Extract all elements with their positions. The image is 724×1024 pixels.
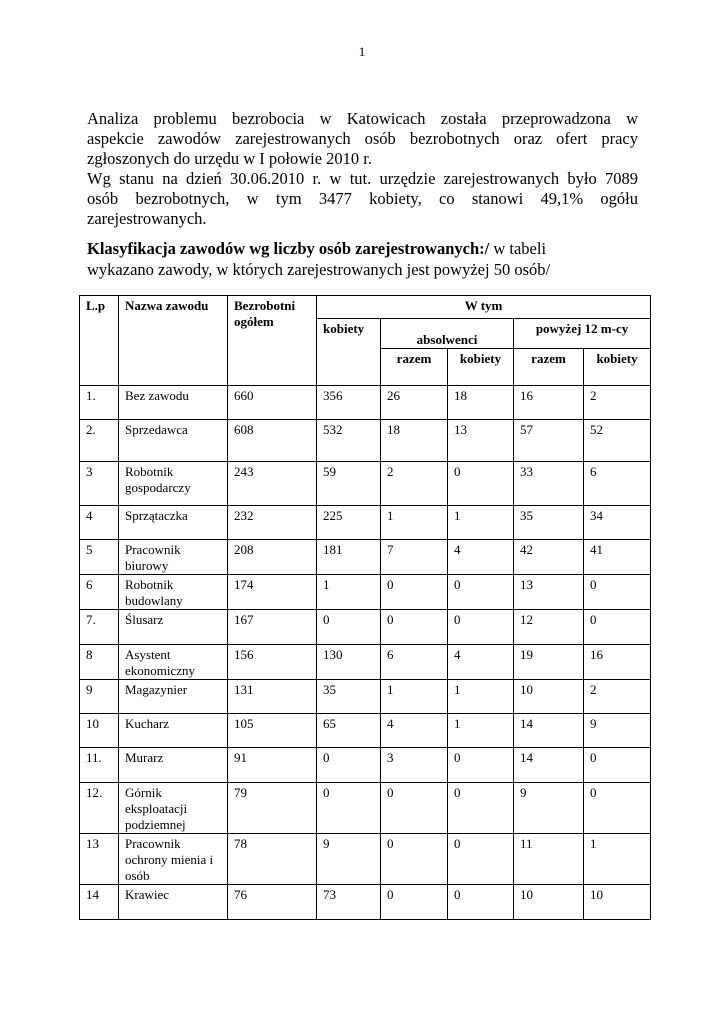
cell-ogolem: 608 [228,420,317,462]
table-row [80,885,651,920]
cell-abs-razem: 0 [381,834,448,885]
cell-zawod: Pracownik biurowy [119,540,228,575]
section-heading [87,238,638,280]
cell-kobiety: 0 [317,748,381,783]
cell-ogolem: 232 [228,506,317,540]
cell-pow-kobiety: 34 [584,506,651,540]
table-row [80,386,651,420]
cell-pow-razem: 12 [514,610,584,645]
table-row [80,834,651,885]
cell-pow-kobiety: 0 [584,575,651,610]
cell-pow-kobiety: 9 [584,714,651,748]
cell-abs-razem: 7 [381,540,448,575]
cell-abs-razem: 0 [381,575,448,610]
cell-zawod: Murarz [119,748,228,783]
cell-pow-razem: 10 [514,885,584,920]
cell-lp: 10 [80,714,119,748]
cell-pow-razem: 10 [514,680,584,714]
cell-kobiety: 0 [317,783,381,834]
cell-abs-kobiety: 4 [448,540,514,575]
cell-kobiety: 356 [317,386,381,420]
cell-lp: 13 [80,834,119,885]
cell-ogolem: 208 [228,540,317,575]
cell-pow-kobiety: 0 [584,783,651,834]
cell-zawod: Bez zawodu [119,386,228,420]
cell-zawod: Asystent ekonomiczny [119,645,228,680]
cell-lp: 12. [80,783,119,834]
cell-lp: 4 [80,506,119,540]
cell-zawod: Pracownik ochrony mienia i osób [119,834,228,885]
header-pow-razem: razem [514,349,584,386]
cell-lp: 7. [80,610,119,645]
cell-abs-kobiety: 0 [448,462,514,506]
table-row [80,714,651,748]
cell-pow-kobiety: 10 [584,885,651,920]
cell-zawod: Górnik eksploatacji podziemnej [119,783,228,834]
cell-pow-razem: 57 [514,420,584,462]
header-abs-razem: razem [381,349,448,386]
cell-zawod: Robotnik gospodarczy [119,462,228,506]
cell-pow-kobiety: 2 [584,680,651,714]
heading-rest: w tabeli [489,239,547,258]
cell-abs-razem: 1 [381,680,448,714]
cell-pow-razem: 16 [514,386,584,420]
table-row [80,420,651,462]
header-abs-kobiety: kobiety [448,349,514,386]
cell-pow-kobiety: 6 [584,462,651,506]
cell-pow-kobiety: 1 [584,834,651,885]
cell-abs-razem: 1 [381,506,448,540]
intro-paragraph-2 [87,169,638,229]
table-row [80,680,651,714]
intro-line: Wg stanu na dzień 30.06.2010 r. w tut. urzędzie zarejestrowanych było 7089 [87,169,638,188]
header-ogolem-line1: Bezrobotni [234,298,296,313]
cell-ogolem: 660 [228,386,317,420]
table-row [80,506,651,540]
cell-abs-kobiety: 18 [448,386,514,420]
heading-line-2: wykazano zawody, w których zarejestrowanych jest powyżej 50 osób/ [87,260,551,279]
cell-ogolem: 76 [228,885,317,920]
intro-line: Analiza problemu bezrobocia w Katowicach została przeprowadzona w [87,109,638,128]
table-row [80,748,651,783]
cell-pow-razem: 14 [514,748,584,783]
header-w-tym: W tym [317,296,651,319]
cell-pow-razem: 42 [514,540,584,575]
cell-abs-kobiety: 1 [448,506,514,540]
cell-ogolem: 156 [228,645,317,680]
cell-lp: 2. [80,420,119,462]
cell-pow-razem: 33 [514,462,584,506]
cell-lp: 3 [80,462,119,506]
table-row [80,783,651,834]
intro-line: aspekcie zawodów zarejestrowanych osób bezrobotnych oraz ofert pracy [87,129,638,148]
cell-pow-razem: 9 [514,783,584,834]
header-zawod: Nazwa zawodu [119,296,228,386]
cell-zawod: Krawiec [119,885,228,920]
cell-pow-kobiety: 16 [584,645,651,680]
cell-kobiety: 59 [317,462,381,506]
cell-zawod: Kucharz [119,714,228,748]
cell-abs-razem: 0 [381,783,448,834]
cell-abs-razem: 6 [381,645,448,680]
cell-abs-kobiety: 0 [448,783,514,834]
cell-kobiety: 181 [317,540,381,575]
intro-paragraph-1 [87,109,638,169]
cell-abs-kobiety: 0 [448,834,514,885]
cell-lp: 1. [80,386,119,420]
cell-ogolem: 78 [228,834,317,885]
cell-abs-kobiety: 0 [448,575,514,610]
table-row [80,645,651,680]
header-absolwenci: absolwenci [381,319,514,349]
intro-line: zarejestrowanych. [87,209,207,228]
cell-abs-razem: 18 [381,420,448,462]
cell-abs-razem: 0 [381,610,448,645]
cell-pow-razem: 13 [514,575,584,610]
cell-abs-razem: 0 [381,885,448,920]
cell-kobiety: 65 [317,714,381,748]
cell-zawod: Magazynier [119,680,228,714]
intro-line: zgłoszonych do urzędu w I połowie 2010 r. [87,149,373,168]
cell-kobiety: 0 [317,610,381,645]
header-kobiety: kobiety [317,319,381,386]
cell-lp: 6 [80,575,119,610]
cell-abs-razem: 3 [381,748,448,783]
cell-zawod: Sprzątaczka [119,506,228,540]
header-ogolem-line2: ogółem [234,314,274,329]
cell-ogolem: 167 [228,610,317,645]
cell-pow-kobiety: 0 [584,748,651,783]
cell-pow-razem: 11 [514,834,584,885]
cell-lp: 5 [80,540,119,575]
cell-abs-kobiety: 0 [448,885,514,920]
cell-kobiety: 35 [317,680,381,714]
cell-lp: 14 [80,885,119,920]
cell-abs-kobiety: 0 [448,610,514,645]
header-ogolem [228,296,317,386]
table-row [80,575,651,610]
heading-bold: Klasyfikacja zawodów wg liczby osób zarejestrowanych:/ [87,239,490,258]
header-pow-kobiety: kobiety [584,349,651,386]
cell-pow-razem: 19 [514,645,584,680]
cell-ogolem: 174 [228,575,317,610]
cell-kobiety: 225 [317,506,381,540]
cell-lp: 8 [80,645,119,680]
cell-abs-kobiety: 4 [448,645,514,680]
cell-kobiety: 130 [317,645,381,680]
cell-abs-kobiety: 1 [448,680,514,714]
cell-pow-kobiety: 41 [584,540,651,575]
cell-abs-kobiety: 1 [448,714,514,748]
cell-lp: 11. [80,748,119,783]
cell-kobiety: 73 [317,885,381,920]
cell-kobiety: 532 [317,420,381,462]
table-row [80,610,651,645]
cell-ogolem: 91 [228,748,317,783]
cell-ogolem: 79 [228,783,317,834]
header-powyzej: powyżej 12 m-cy [514,319,651,349]
cell-ogolem: 131 [228,680,317,714]
cell-zawod: Ślusarz [119,610,228,645]
table-row [80,462,651,506]
page-number: 1 [358,44,366,59]
cell-lp: 9 [80,680,119,714]
cell-abs-kobiety: 0 [448,748,514,783]
cell-zawod: Robotnik budowlany [119,575,228,610]
heading-line-1 [87,238,638,259]
cell-kobiety: 1 [317,575,381,610]
cell-abs-razem: 2 [381,462,448,506]
cell-zawod: Sprzedawca [119,420,228,462]
cell-abs-kobiety: 13 [448,420,514,462]
cell-pow-razem: 14 [514,714,584,748]
intro-line: osób bezrobotnych, w tym 3477 kobiety, co stanowi 49,1% ogółu [87,189,638,208]
cell-abs-razem: 4 [381,714,448,748]
cell-abs-razem: 26 [381,386,448,420]
cell-pow-razem: 35 [514,506,584,540]
cell-pow-kobiety: 52 [584,420,651,462]
cell-kobiety: 9 [317,834,381,885]
table-row [80,540,651,575]
header-lp: L.p [80,296,119,386]
occupations-table [79,295,651,920]
cell-ogolem: 105 [228,714,317,748]
cell-pow-kobiety: 2 [584,386,651,420]
cell-pow-kobiety: 0 [584,610,651,645]
cell-ogolem: 243 [228,462,317,506]
